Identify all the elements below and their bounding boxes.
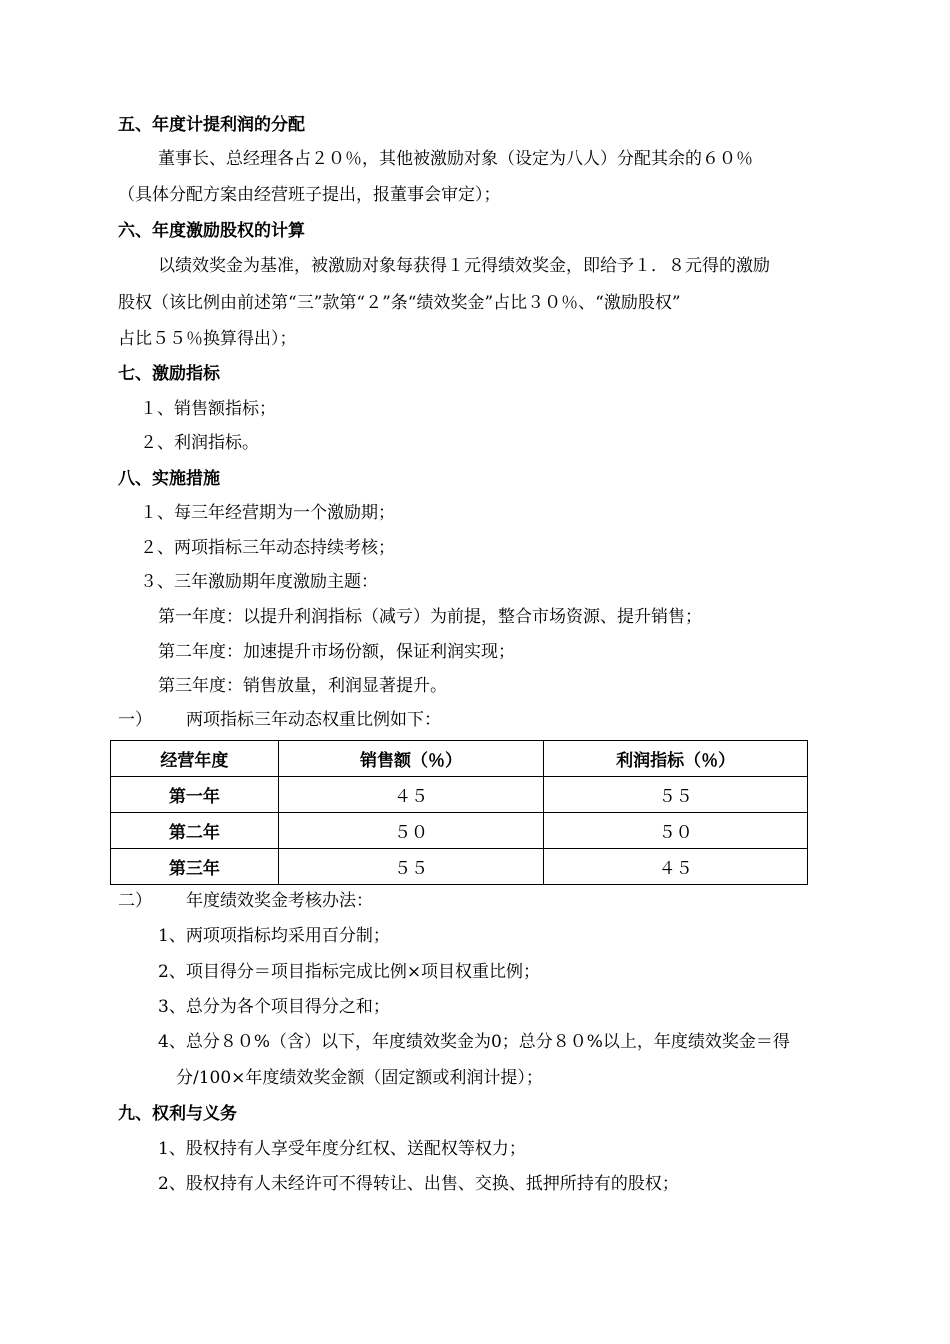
table-header-cell: 经营年度 <box>111 741 279 777</box>
list-item: 2、股权持有人未经许可不得转让、出售、交换、抵押所持有的股权； <box>158 1174 679 1194</box>
subsection-marker: 一） <box>118 710 152 730</box>
list-item: ２、利润指标。 <box>140 433 259 453</box>
paragraph: 以绩效奖金为基准，被激励对象每获得１元得绩效奖金，即给予１．８元得的激励 <box>158 256 770 276</box>
subsection-title: 两项指标三年动态权重比例如下： <box>186 710 441 730</box>
paragraph: 占比５５％换算得出）； <box>118 329 297 349</box>
section-heading-6: 六、年度激励股权的计算 <box>118 221 305 241</box>
list-item: ２、两项指标三年动态持续考核； <box>140 538 395 558</box>
table-cell: ５５ <box>278 849 544 885</box>
table-header-cell: 利润指标（％） <box>544 741 808 777</box>
method-item-continued: 分/100×年度绩效奖金额（固定额或利润计提）； <box>176 1068 543 1088</box>
table-row <box>111 849 808 885</box>
list-item: １、每三年经营期为一个激励期； <box>140 503 395 523</box>
table-cell: ５５ <box>544 777 808 813</box>
table-cell: 第一年 <box>111 777 279 813</box>
paragraph: 董事长、总经理各占２０％，其他被激励对象（设定为八人）分配其余的６０％ <box>158 149 753 169</box>
theme-line: 第二年度：加速提升市场份额，保证利润实现； <box>158 642 515 662</box>
table-cell: 第三年 <box>111 849 279 885</box>
theme-line: 第三年度：销售放量，利润显著提升。 <box>158 676 447 696</box>
table-row <box>111 813 808 849</box>
section-heading-8: 八、实施措施 <box>118 469 220 489</box>
method-item: 1、两项项指标均采用百分制； <box>158 926 390 946</box>
table-header-cell: 销售额（％） <box>278 741 544 777</box>
section-heading-5: 五、年度计提利润的分配 <box>118 115 305 135</box>
method-item: 2、项目得分＝项目指标完成比例×项目权重比例； <box>158 962 541 982</box>
table-header-row <box>111 741 808 777</box>
table-cell: ４５ <box>278 777 544 813</box>
theme-line: 第一年度：以提升利润指标（减亏）为前提，整合市场资源、提升销售； <box>158 607 702 627</box>
paragraph: （具体分配方案由经营班子提出，报董事会审定）； <box>118 185 501 205</box>
table-row <box>111 777 808 813</box>
list-item: １、销售额指标； <box>140 399 276 419</box>
subsection-title: 年度绩效奖金考核办法： <box>186 891 373 911</box>
table-cell: 第二年 <box>111 813 279 849</box>
table-cell: ５０ <box>544 813 808 849</box>
method-item: 3、总分为各个项目得分之和； <box>158 997 390 1017</box>
paragraph: 股权（该比例由前述第“三”款第“２”条“绩效奖金”占比３０％、“激励股权” <box>118 293 681 313</box>
section-heading-7: 七、激励指标 <box>118 364 220 384</box>
weight-ratio-table <box>110 740 808 885</box>
table-cell: ４５ <box>544 849 808 885</box>
subsection-marker: 二） <box>118 891 152 911</box>
list-item: 1、股权持有人享受年度分红权、送配权等权力； <box>158 1139 526 1159</box>
method-item: 4、总分８０%（含）以下，年度绩效奖金为0；总分８０%以上，年度绩效奖金＝得 <box>158 1032 790 1052</box>
table-cell: ５０ <box>278 813 544 849</box>
section-heading-9: 九、权利与义务 <box>118 1104 237 1124</box>
list-item: ３、三年激励期年度激励主题： <box>140 572 378 592</box>
